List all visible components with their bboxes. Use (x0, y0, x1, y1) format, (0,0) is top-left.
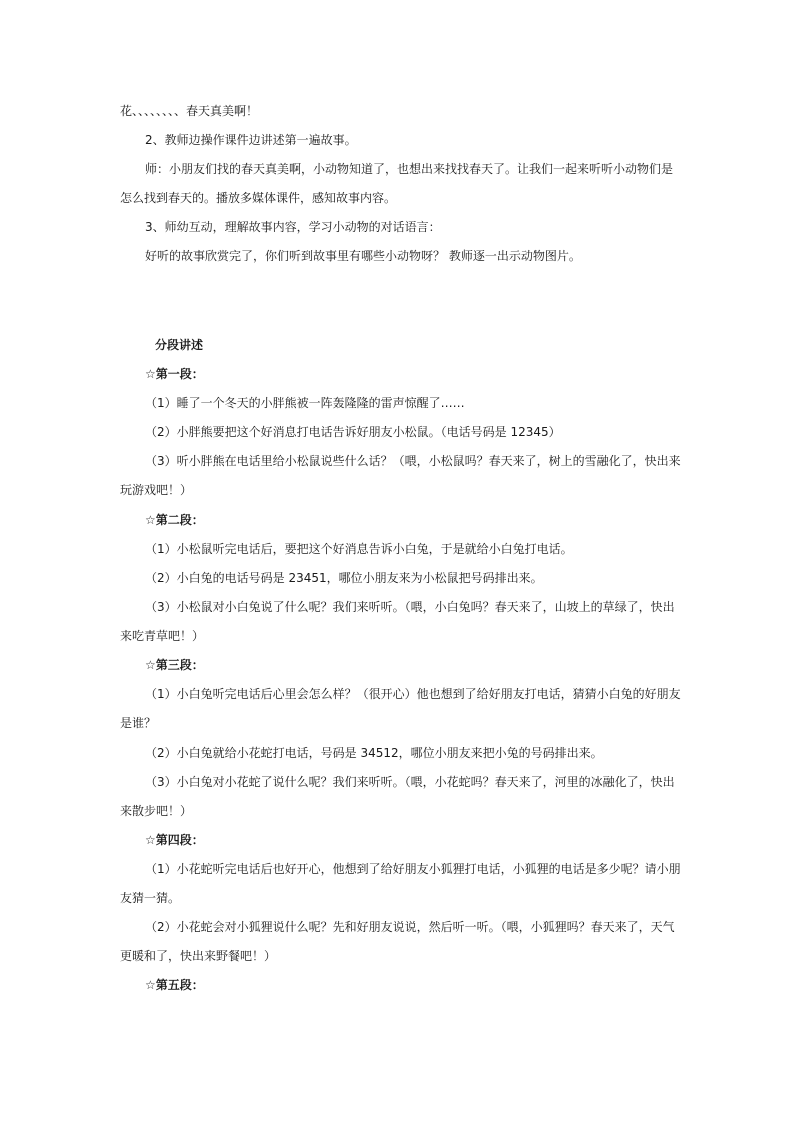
part-2-line-3: （3）小松鼠对小白兔说了什么呢？我们来听听。（喂，小白兔吗？春天来了，山坡上的草绿了，快出 (145, 600, 675, 614)
part-4-line-4: 更暖和了，快出来野餐吧！） (120, 949, 277, 963)
step-3-text: 3、师幼互动，理解故事内容，学习小动物的对话语言： (145, 220, 441, 234)
part-1-line-3: （3）听小胖熊在电话里给小松鼠说些什么话？（喂，小松鼠吗？春天来了，树上的雪融化了，快出来 (145, 454, 681, 468)
intro-line: 花、、、、、、、、春天真美啊！ (120, 104, 259, 118)
teacher-paragraph-line-1: 师：小朋友们找的春天真美啊，小动物知道了，也想出来找找春天了。让我们一起来听听小动物们是 (145, 162, 674, 176)
part-3-line-4: （3）小白兔对小花蛇了说什么呢？我们来听听。（喂，小花蛇吗？春天来了，河里的冰融化了，快出 (145, 775, 675, 789)
part-4-line-1: （1）小花蛇听完电话后也好开心，他想到了给好朋友小狐狸打电话，小狐狸的电话是多少呢？请小朋 (145, 862, 681, 876)
part-4-heading: ☆第四段： (145, 833, 204, 847)
part-3-line-3: （2）小白兔就给小花蛇打电话，号码是 34512，哪位小朋友来把小兔的号码排出来。 (145, 746, 603, 760)
part-3-heading: ☆第三段： (145, 658, 204, 672)
part-4-line-2: 友猜一猜。 (120, 891, 181, 905)
part-2-line-1: （1）小松鼠听完电话后，要把这个好消息告诉小白兔，于是就给小白兔打电话。 (145, 542, 573, 556)
section-title: 分段讲述 (155, 338, 204, 352)
part-2-heading: ☆第二段： (145, 513, 204, 527)
part-3-line-1: （1）小白兔听完电话后心里会怎么样？（很开心）他也想到了给好朋友打电话，猜猜小白兔的好朋友 (145, 687, 681, 701)
part-1-heading: ☆第一段： (145, 367, 204, 381)
part-2-line-2: （2）小白兔的电话号码是 23451，哪位小朋友来为小松鼠把号码排出来。 (145, 571, 543, 585)
part-1-line-4: 玩游戏吧！） (120, 483, 193, 497)
part-5-heading: ☆第五段： (145, 978, 204, 992)
part-4-line-3: （2）小花蛇会对小狐狸说什么呢？先和好朋友说说，然后听一听。（喂，小狐狸吗？春天来了，天气 (145, 920, 675, 934)
teacher-paragraph-line-2: 怎么找到春天的。播放多媒体课件，感知故事内容。 (120, 191, 397, 205)
step-2-text: 2、教师边操作课件边讲述第一遍故事。 (145, 133, 357, 147)
part-3-line-5: 来散步吧！） (120, 804, 193, 818)
part-3-line-2: 是谁？ (120, 716, 157, 730)
question-text: 好听的故事欣赏完了，你们听到故事里有哪些小动物呀？ 教师逐一出示动物图片。 (145, 249, 581, 263)
part-1-line-2: （2）小胖熊要把这个好消息打电话告诉好朋友小松鼠。（电话号码是 12345） (145, 425, 561, 439)
part-1-line-1: （1）睡了一个冬天的小胖熊被一阵轰隆隆的雷声惊醒了…… (145, 396, 465, 410)
part-2-line-4: 来吃青草吧！） (120, 629, 205, 643)
